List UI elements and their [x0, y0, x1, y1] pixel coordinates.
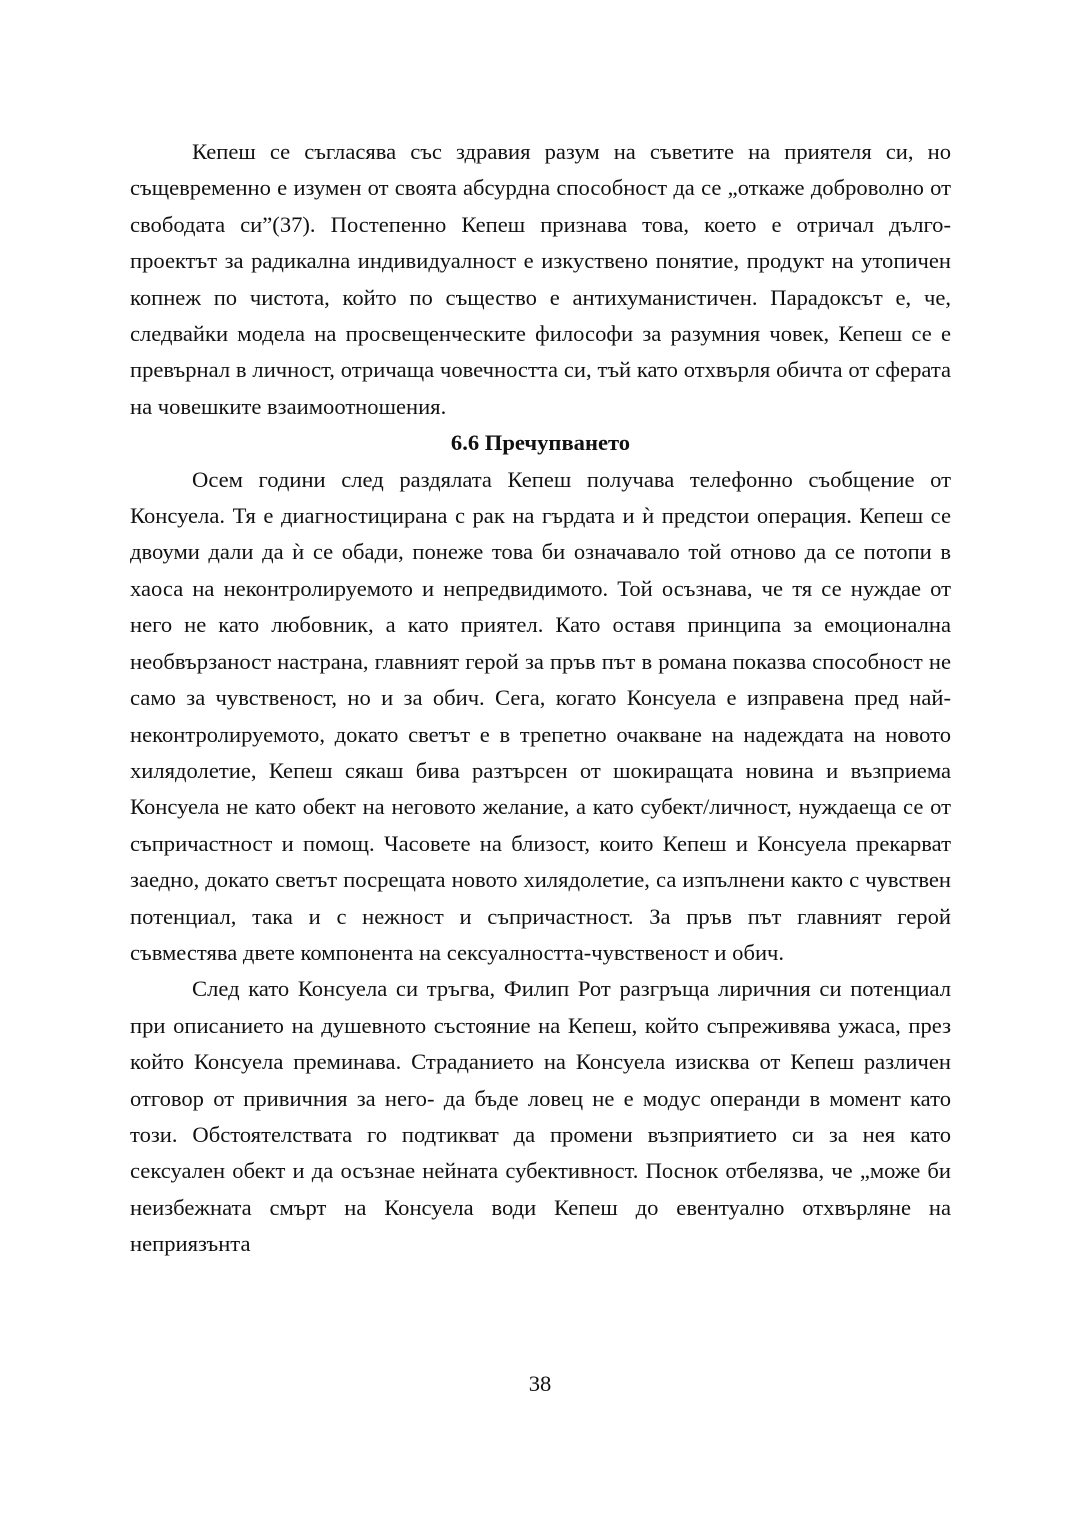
section-heading: 6.6 Пречупването	[450, 430, 631, 456]
body-text	[130, 134, 951, 1263]
paragraph: След като Консуела си тръгва, Филип Рот разгръща лиричния си потенциал при описанието на душевното състояние на Кепеш, който съпреживява ужаса, през който Консуела преминава. Страданието на Консуела изисква от Кепеш различен отговор от привичния за него- да бъде ловец не е модус операнди в момент като този. Обстоятелствата го подтикват да промени възприятието си за нея като сексуален обект и да осъзнае нейната субективност. Поснок отбелязва, че „може би неизбежната смърт на Консуела води Кепеш до евентуално отхвърляне на неприязънта	[130, 976, 951, 1257]
paragraph: Кепеш се съгласява със здравия разум на съветите на приятеля си, но същевременно е изумен от своята абсурдна способност да се „откаже доброволно от свободата си”(37). Постепенно Кепеш признава това, което е отричал дълго-проектът за радикална индивидуалност е изкуствено понятие, продукт на утопичен копнеж по чистота, който по същество е антихуманистичен. Парадоксът е, че, следвайки модела на просвещенческите философи за разумния човек, Кепеш се е превърнал в личност, отричаща човечността си, тъй като отхвърля обичта от сферата на човешките взаимоотношения.	[130, 139, 951, 419]
page-number: 38	[528, 1371, 552, 1396]
paragraph: Осем години след раздялата Кепеш получава телефонно съобщение от Консуела. Тя е диагностицирана с рак на гърдата и ѝ предстои операция. Кепеш се двоуми дали да ѝ се обади, понеже това би означавало той отново да се потопи в хаоса на неконтролируемото и непредвидимото. Той осъзнава, че тя се нуждае от него не като любовник, а като приятел. Като оставя принципа за емоционална необвързаност настрана, главният герой за пръв път в романа показва способност не само за чувственост, но и за обич. Сега, когато Консуела е изправена пред най-неконтролируемото, докато светът е в трепетно очакване на надеждата на новото хилядолетие, Кепеш сякаш бива разтърсен от шокиращата новина и възприема Консуела не като обект на неговото желание, а като субект/личност, нуждаеща се от съпричастност и помощ. Часовете на близост, които Кепеш и Консуела прекарват заедно, докато светът посрещата новото хилядолетие, са изпълнени както с чувствен потенциал, така и с нежност и съпричастност. За пръв път главният герой съвместява двете компонента на сексуалността-чувственост и обич.	[130, 466, 951, 965]
